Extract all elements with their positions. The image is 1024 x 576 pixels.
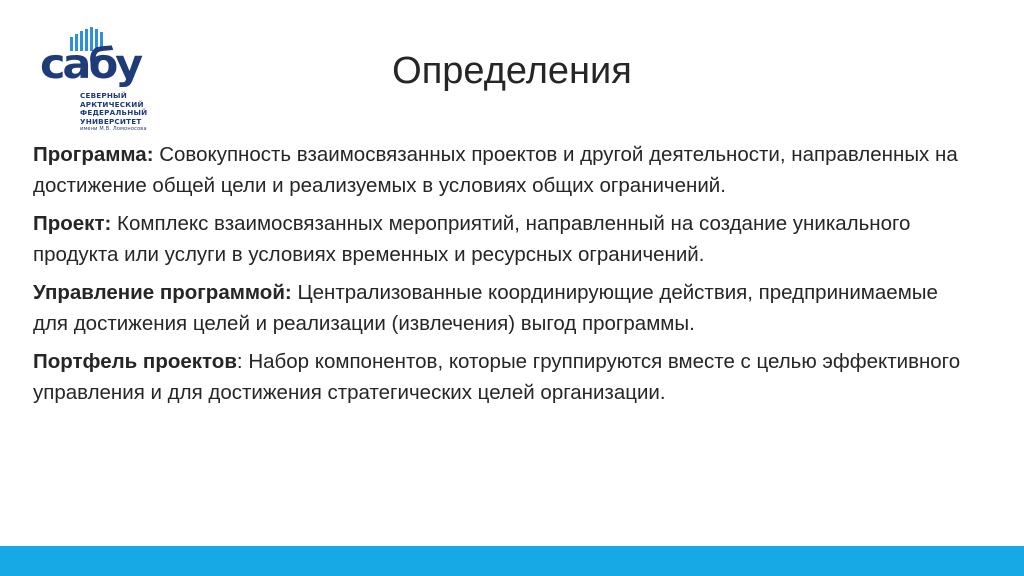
logo-line-1: СЕВЕРНЫЙ [80, 91, 127, 100]
definition-term: Управление программой: [33, 281, 292, 304]
definition-text: Централизованные координирующие действия, предпринимаемые для достижения целей и реализации (извлечения) выгод программы. [33, 281, 938, 335]
definition-text: Комплекс взаимосвязанных мероприятий, направленный на создание уникального продукта или услуги в условиях временных и ресурсных ограничений. [33, 212, 911, 266]
definition-program [33, 140, 963, 201]
definition-project-portfolio [33, 347, 963, 408]
definition-term: Портфель проектов [33, 350, 237, 373]
slide-title: Определения [392, 50, 632, 92]
definition-text: : Набор компонентов, которые группируются вместе с целью эффективного управления и для достижения стратегических целей организации. [33, 350, 961, 404]
bottom-accent-bar [0, 546, 1024, 576]
logo-subline: имени М.В. Ломоносова [80, 126, 147, 133]
definition-project [33, 209, 963, 270]
definition-program-management [33, 278, 963, 339]
logo-wordmark: caбу [40, 40, 141, 88]
logo-line-2: АРКТИЧЕСКИЙ [80, 99, 144, 109]
logo-line-4: УНИВЕРСИТЕТ [80, 116, 142, 126]
definitions-list [33, 140, 963, 416]
logo-text-block [80, 92, 180, 133]
definition-term: Проект: [33, 212, 112, 235]
logo-line-3: ФЕДЕРАЛЬНЫЙ [80, 108, 148, 118]
definition-text: Совокупность взаимосвязанных проектов и другой деятельности, направленных на достижение общей цели и реализуемых в условиях общих ограничений. [33, 143, 958, 197]
definition-term: Программа: [33, 143, 154, 166]
